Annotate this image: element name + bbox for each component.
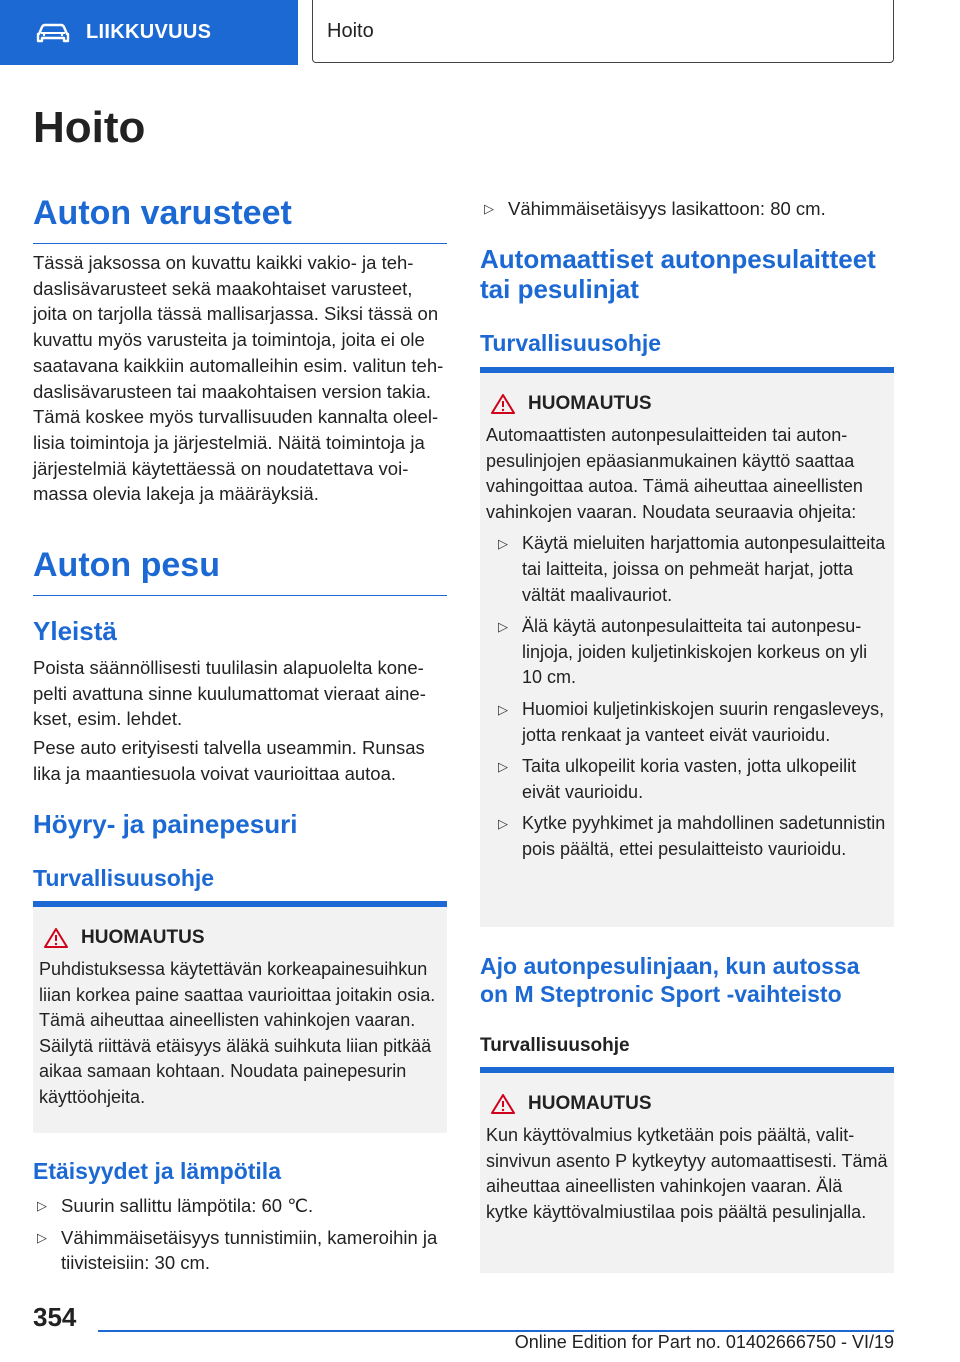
triangle-bullet-icon: ▷: [498, 619, 508, 635]
notice-header: [488, 393, 888, 415]
chapter-tab-label: Hoito: [327, 19, 374, 42]
notice-title: HUOMAUTUS: [528, 1093, 652, 1114]
notice-text: Puhdistuksessa käytettävän korkeapainesuihkun liian korkea paine saattaa vaurioittaa joitakin osia. Tämä aiheuttaa aineellisten vahinkojen vaaran. Säilytä riittävä etäisyys äläkä suihkuta liian pitkää aikaa samaan kohtaan. Noudata painepesurin käyttöohjeita.: [39, 959, 436, 1107]
heading-etaisyydet: Etäisyydet ja lämpötila: [33, 1158, 281, 1184]
paragraph-varusteet: Tässä jaksossa on kuvattu kaikki vakio- ja tehdaslisävarusteet sekä maakohtaiset varusteet, joita on tarjolla tässä mallisarjassa. Siksi tässä on kuvattu myös varusteita ja toimintoja, joita ei ole saatavana kaikkiin automalleihin esim. valitun tehdaslisävarusteen tai maakohtaisen version takia. Tämä koskee myös turvallisuuden kannalta oleellisia toimintoja ja järjestelmiä. Näitä toimintoja ja järjestelmiä käytettäessä on noudatettava voimassa olevia lakeja ja määräyksiä.: [33, 252, 444, 505]
heading-turvallisuusohje-dark: Turvallisuusohje: [480, 1035, 630, 1056]
bullet-list-lasikatto: [480, 196, 894, 228]
list-item: ▷ Taita ulkopeilit koria vasten, jotta ulkopeilit eivät vaurioidu.: [498, 756, 857, 802]
section-tab[interactable]: [0, 0, 298, 65]
page-title: Hoito: [33, 103, 146, 152]
list-item: ▷ Kytke pyyhkimet ja mahdollinen sadetunnistin pois päältä, ettei pesulaitteisto vaurioidu.: [498, 813, 886, 859]
list-item: ▷ Vähimmäisetäisyys lasikattoon: 80 cm.: [480, 196, 894, 222]
paragraph-yleista-1: Poista säännöllisesti tuulilasin alapuolelta konepelti avattuna sinne kuulumattomat vieraat ainekset, esim. lehdet.: [33, 657, 426, 730]
notice-title: HUOMAUTUS: [81, 927, 205, 948]
chapter-tab[interactable]: [312, 0, 894, 63]
notice-title: HUOMAUTUS: [528, 393, 652, 414]
list-item: ▷ Älä käytä autonpesulaitteita tai autonpesulinjoja, joiden kuljetinkiskojen korkeus on yli 10 cm.: [498, 616, 868, 688]
section-tab-label: LIIKKUVUUS: [86, 21, 212, 43]
heading-ajo-autonpesulinjaan: Ajo autonpesulinjaan, kun autossa on M Steptronic Sport -vaihteisto: [480, 953, 860, 1007]
triangle-bullet-icon: ▷: [498, 536, 508, 552]
notice-text: Automaattisten autonpesulaitteiden tai autonpesulinjojen epäasianmukainen käyttö saattaa vahingoittaa autoa. Tämä aiheuttaa aineellisten vahinkojen vaaran. Noudata seuraavia ohjeita:: [486, 425, 863, 522]
list-item: ▷ Suurin sallittu lämpötila: 60 ℃.: [33, 1193, 447, 1219]
notice-header: [488, 1093, 888, 1115]
triangle-bullet-icon: ▷: [37, 1229, 47, 1245]
notice-header: [41, 927, 441, 949]
list-item: ▷ Huomioi kuljetinkiskojen suurin rengasleveys, jotta renkaat ja vanteet eivät vaurioidu.: [498, 698, 885, 745]
notice-box: [33, 901, 447, 1133]
heading-turvallisuusohje: Turvallisuusohje: [33, 865, 215, 891]
triangle-bullet-icon: ▷: [484, 201, 494, 216]
bullet-list-etaisyydet: [33, 1193, 447, 1282]
heading-yleista: Yleistä: [33, 616, 117, 646]
car-icon: [36, 22, 70, 44]
paragraph-yleista-2: Pese auto erityisesti talvella useammin. Runsas lika ja maantiesuola voivat vaurioittaa autoa.: [33, 737, 425, 784]
heading-auton-pesu: Auton pesu: [33, 545, 447, 596]
notice-box: [480, 367, 894, 927]
notice-bullet-list: [486, 531, 888, 862]
triangle-bullet-icon: ▷: [498, 816, 508, 832]
heading-automaattiset: Automaattiset autonpesulaitteet tai pesulinjat: [480, 244, 876, 304]
warning-icon: [43, 927, 69, 949]
heading-auton-varusteet: Auton varusteet: [33, 193, 447, 244]
footer-edition-text: Online Edition for Part no. 01402666750 - VI/19: [514, 1332, 894, 1352]
list-item: ▷ Käytä mieluiten harjattomia autonpesulaitteita tai laitteita, joissa on pehmeät harjat, jotta vältät maalivauriot.: [498, 533, 886, 605]
heading-hoyry: Höyry- ja painepesuri: [33, 809, 298, 839]
notice-text: Kun käyttövalmius kytketään pois päältä, valitsinvivun asento P kytkeytyy automaattisesti. Tämä aiheuttaa aineellisten vahinkojen vaaran. Älä kytke käyttövalmiustilaa pois päältä pesulinjalla.: [486, 1125, 888, 1222]
notice-box: [480, 1067, 894, 1273]
list-item: ▷ Vähimmäisetäisyys tunnistimiin, kameroihin ja tiivisteisiin: 30 cm.: [37, 1226, 438, 1274]
triangle-bullet-icon: ▷: [498, 759, 508, 775]
heading-turvallisuusohje: Turvallisuusohje: [480, 330, 662, 356]
triangle-bullet-icon: ▷: [37, 1198, 47, 1213]
page-number: 354: [33, 1302, 77, 1332]
triangle-bullet-icon: ▷: [498, 701, 508, 717]
warning-icon: [490, 1093, 516, 1115]
warning-icon: [490, 393, 516, 415]
